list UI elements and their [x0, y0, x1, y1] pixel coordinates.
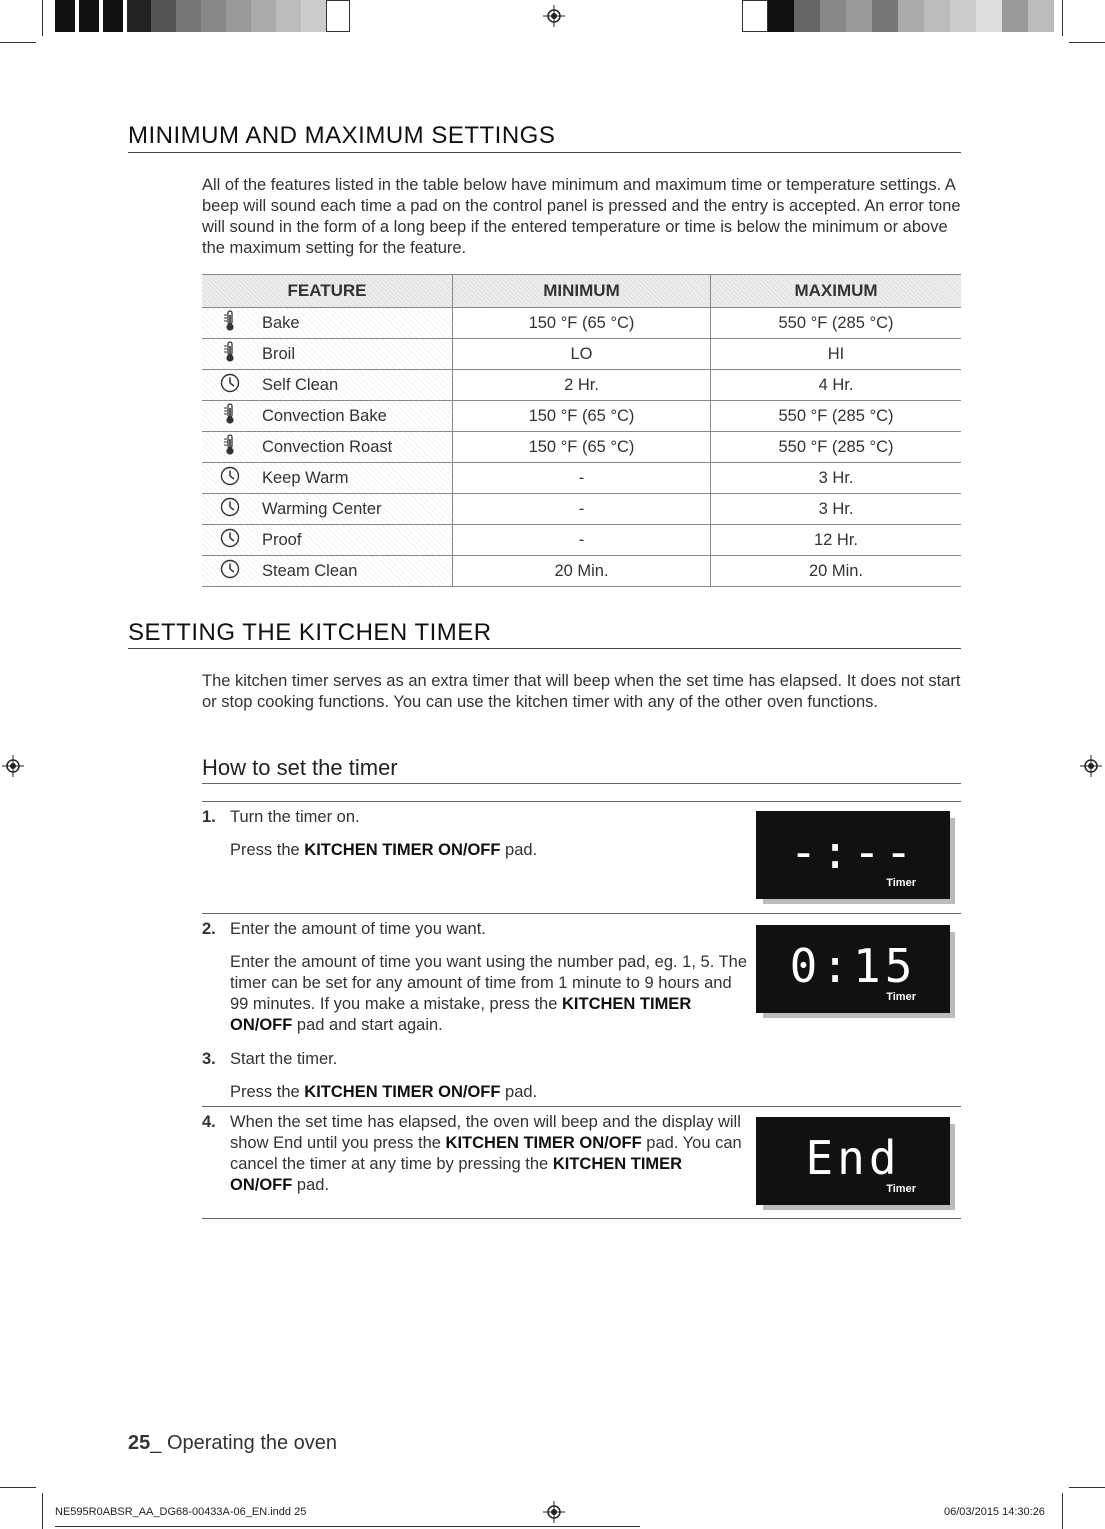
color-bar-left [55, 0, 350, 32]
heading-rule [128, 648, 961, 649]
feature-label: Convection Roast [262, 437, 393, 456]
cell-minimum: 150 °F (65 °C) [453, 432, 711, 463]
slug-rule [55, 1526, 640, 1527]
table-row [202, 370, 961, 401]
table-row [202, 339, 961, 370]
page-footer: 25_ Operating the oven [128, 1432, 338, 1454]
clock-icon [210, 373, 250, 398]
color-bar-right [742, 0, 1054, 32]
feature-label: Warming Center [262, 499, 382, 518]
cell-maximum: 4 Hr. [711, 370, 962, 401]
registration-mark-icon [543, 5, 565, 27]
crop-mark [1062, 0, 1063, 36]
timer-intro: The kitchen timer serves as an extra timer that will beep when the set time has elapsed. It does not start or stop cooking functions. You can use the kitchen timer with any of the other oven functions. [202, 672, 961, 711]
step-divider [202, 913, 961, 914]
cell-feature [202, 525, 453, 556]
clock-icon [210, 559, 250, 584]
step-number: 2. [202, 920, 216, 938]
cell-feature [202, 463, 453, 494]
step-detail: Enter the amount of time you want using the number pad, eg. 1, 5. The timer can be set for any amount of time from 1 minute to 9 hours and 99 minutes. If you make a mistake, press the KITCHEN TIMER ON/OFF pad and start again. [230, 953, 748, 1034]
display-label: Timer [886, 877, 916, 889]
cell-maximum: 3 Hr. [711, 494, 962, 525]
cell-feature [202, 401, 453, 432]
section-heading-timer: SETTING THE KITCHEN TIMER [128, 619, 492, 646]
feature-label: Keep Warm [262, 468, 349, 487]
display-value: -:-- [789, 825, 917, 879]
table-row [202, 556, 961, 587]
thermometer-icon [210, 434, 250, 461]
thermometer-icon [210, 403, 250, 430]
table-row [202, 463, 961, 494]
settings-table [202, 274, 961, 587]
display-label: Timer [886, 991, 916, 1003]
step-4 [202, 1112, 747, 1196]
display-label: Timer [886, 1183, 916, 1195]
registration-mark-icon [1080, 755, 1102, 777]
table-header-row [202, 275, 961, 308]
cell-feature [202, 370, 453, 401]
minmax-intro: All of the features listed in the table below have minimum and maximum time or temperature settings. A beep will sound each time a pad on the control panel is pressed and the entry is accepted. An error tone will sound in the form of a long beep if the entered temperature or time is below the minimum or above the maximum setting for the feature. [202, 176, 961, 257]
feature-label: Self Clean [262, 375, 339, 394]
cell-feature [202, 556, 453, 587]
subheading-rule [202, 783, 961, 784]
cell-maximum: 550 °F (285 °C) [711, 432, 962, 463]
heading-rule [128, 152, 961, 153]
step-number: 3. [202, 1050, 216, 1068]
timer-display-set [756, 925, 950, 1013]
clock-icon [210, 497, 250, 522]
header-feature: FEATURE [202, 275, 453, 308]
slug-datetime: 06/03/2015 14:30:26 [944, 1506, 1045, 1518]
cell-maximum: 3 Hr. [711, 463, 962, 494]
cell-feature [202, 308, 453, 339]
step-number: 4. [202, 1113, 216, 1131]
table-row [202, 401, 961, 432]
crop-mark [0, 1487, 36, 1488]
cell-feature [202, 339, 453, 370]
thermometer-icon [210, 310, 250, 337]
cell-minimum: 150 °F (65 °C) [453, 401, 711, 432]
table-row [202, 432, 961, 463]
section-heading-minmax: MINIMUM AND MAXIMUM SETTINGS [128, 122, 556, 149]
footer-section: Operating the oven [166, 1432, 338, 1454]
timer-display-off [756, 811, 950, 899]
feature-label: Bake [262, 313, 300, 332]
step-number: 1. [202, 808, 216, 826]
display-value: End [805, 1131, 901, 1185]
cell-maximum: 550 °F (285 °C) [711, 308, 962, 339]
step-detail: When the set time has elapsed, the oven will beep and the display will show End until you press the KITCHEN TIMER ON/OFF pad. You can cancel the timer at any time by pressing the KITCHEN TIMER ON/OFF pad. [230, 1113, 742, 1194]
step-3 [202, 1049, 747, 1103]
thermometer-icon [210, 341, 250, 368]
cell-minimum: - [453, 463, 711, 494]
cell-feature [202, 432, 453, 463]
step-2 [202, 919, 747, 1036]
cell-maximum: 12 Hr. [711, 525, 962, 556]
feature-label: Steam Clean [262, 561, 358, 580]
table-row [202, 494, 961, 525]
crop-mark [0, 42, 36, 43]
step-title: Start the timer. [230, 1050, 338, 1068]
step-detail: Press the KITCHEN TIMER ON/OFF pad. [230, 1083, 538, 1101]
display-value: 0:15 [789, 939, 917, 993]
cell-minimum: LO [453, 339, 711, 370]
cell-maximum: 550 °F (285 °C) [711, 401, 962, 432]
cell-feature [202, 494, 453, 525]
header-minimum: MINIMUM [453, 275, 711, 308]
cell-minimum: - [453, 494, 711, 525]
feature-label: Convection Bake [262, 406, 387, 425]
registration-mark-icon [543, 1501, 565, 1523]
table-row [202, 308, 961, 339]
crop-mark [42, 1493, 43, 1529]
crop-mark [42, 0, 43, 36]
cell-minimum: 2 Hr. [453, 370, 711, 401]
step-1 [202, 807, 747, 861]
cell-maximum: HI [711, 339, 962, 370]
page-number: 25 [128, 1432, 151, 1454]
table-row [202, 525, 961, 556]
feature-label: Proof [262, 530, 302, 549]
feature-label: Broil [262, 344, 296, 363]
cell-minimum: 20 Min. [453, 556, 711, 587]
slug-filename: NE595R0ABSR_AA_DG68-00433A-06_EN.indd 25 [55, 1506, 307, 1518]
step-title: Turn the timer on. [230, 808, 360, 826]
cell-minimum: - [453, 525, 711, 556]
step-detail: Press the KITCHEN TIMER ON/OFF pad. [230, 841, 538, 859]
step-divider [202, 1218, 961, 1219]
timer-display-end [756, 1117, 950, 1205]
step-title: Enter the amount of time you want. [230, 920, 486, 938]
header-maximum: MAXIMUM [711, 275, 962, 308]
registration-mark-icon [2, 755, 24, 777]
clock-icon [210, 528, 250, 553]
step-divider [202, 801, 961, 802]
subheading-how-to: How to set the timer [202, 755, 398, 780]
crop-mark [1062, 1493, 1063, 1529]
crop-mark [1069, 42, 1105, 43]
clock-icon [210, 466, 250, 491]
cell-maximum: 20 Min. [711, 556, 962, 587]
step-divider [202, 1106, 961, 1107]
crop-mark [1069, 1487, 1105, 1488]
cell-minimum: 150 °F (65 °C) [453, 308, 711, 339]
